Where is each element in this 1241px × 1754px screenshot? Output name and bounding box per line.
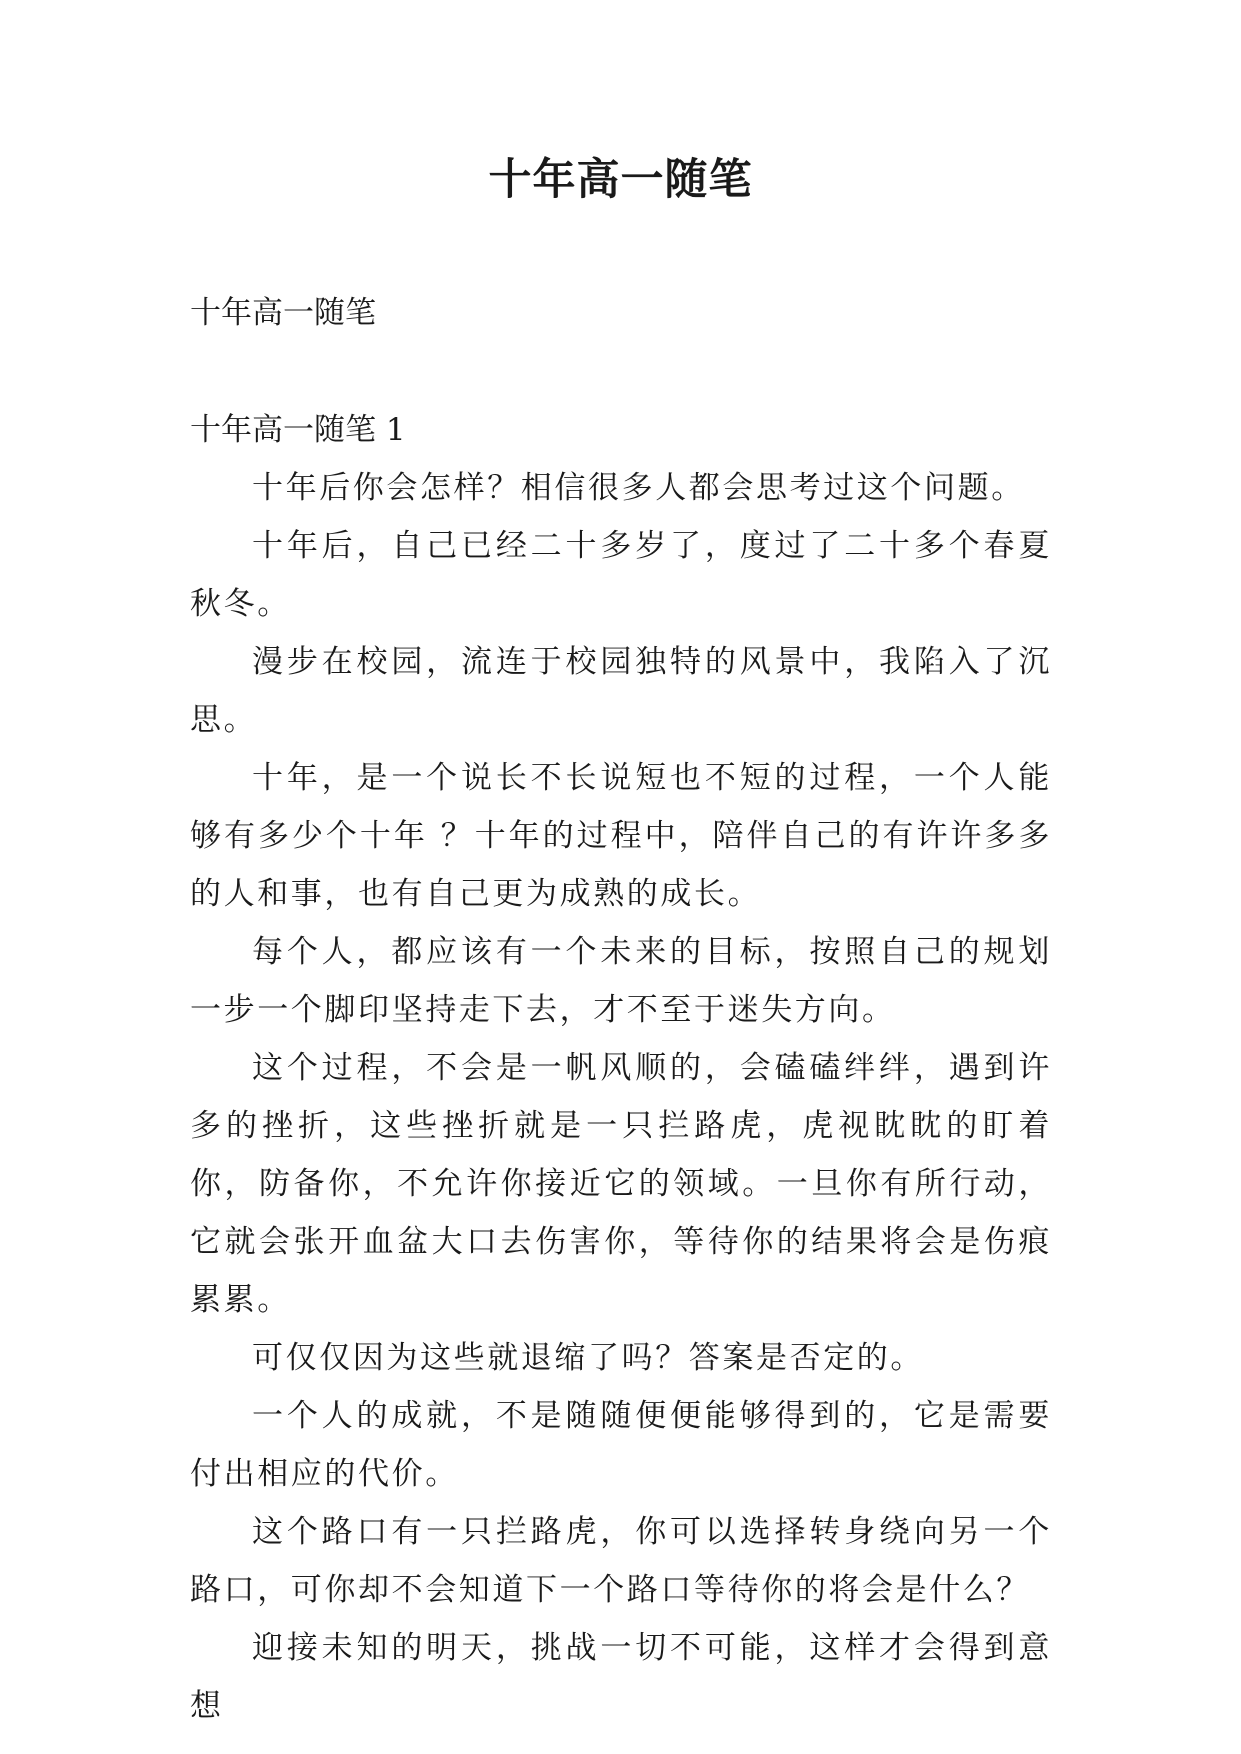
section-heading: 十年高一随笔 1 <box>190 412 406 448</box>
paragraph: 一个人的成就，不是随随便便能够得到的，它是需要付出相应的代价。 <box>190 1398 1052 1492</box>
paragraph: 十年后，自己已经二十多岁了，度过了二十多个春夏秋冬。 <box>190 528 1052 622</box>
body-text <box>190 459 1052 1735</box>
paragraph: 十年，是一个说长不长说短也不短的过程，一个人能够有多少个十年 ？十年的过程中，陪伴自己的有许许多多的人和事，也有自己更为成熟的成长。 <box>190 760 1052 912</box>
document-title: 十年高一随笔 <box>488 155 753 205</box>
paragraph: 这个过程，不会是一帆风顺的，会磕磕绊绊，遇到许多的挫折，这些挫折就是一只拦路虎，虎视眈眈的盯着你，防备你，不允许你接近它的领域。一旦你有所行动，它就会张开血盆大口去伤害你，等待你的结果将会是伤痕累累。 <box>190 1050 1052 1318</box>
paragraph: 十年后你会怎样？相信很多人都会思考过这个问题。 <box>252 470 1025 506</box>
paragraph: 漫步在校园，流连于校园独特的风景中，我陷入了沉思。 <box>190 644 1052 738</box>
paragraph: 可仅仅因为这些就退缩了吗？答案是否定的。 <box>252 1340 924 1376</box>
paragraph: 这个路口有一只拦路虎，你可以选择转身绕向另一个路口，可你却不会知道下一个路口等待你的将会是什么？ <box>190 1514 1052 1608</box>
document-subtitle: 十年高一随笔 <box>190 295 376 331</box>
paragraph: 每个人，都应该有一个未来的目标，按照自己的规划一步一个脚印坚持走下去，才不至于迷失方向。 <box>190 934 1052 1028</box>
paragraph: 迎接未知的明天，挑战一切不可能，这样才会得到意想 <box>190 1630 1052 1724</box>
